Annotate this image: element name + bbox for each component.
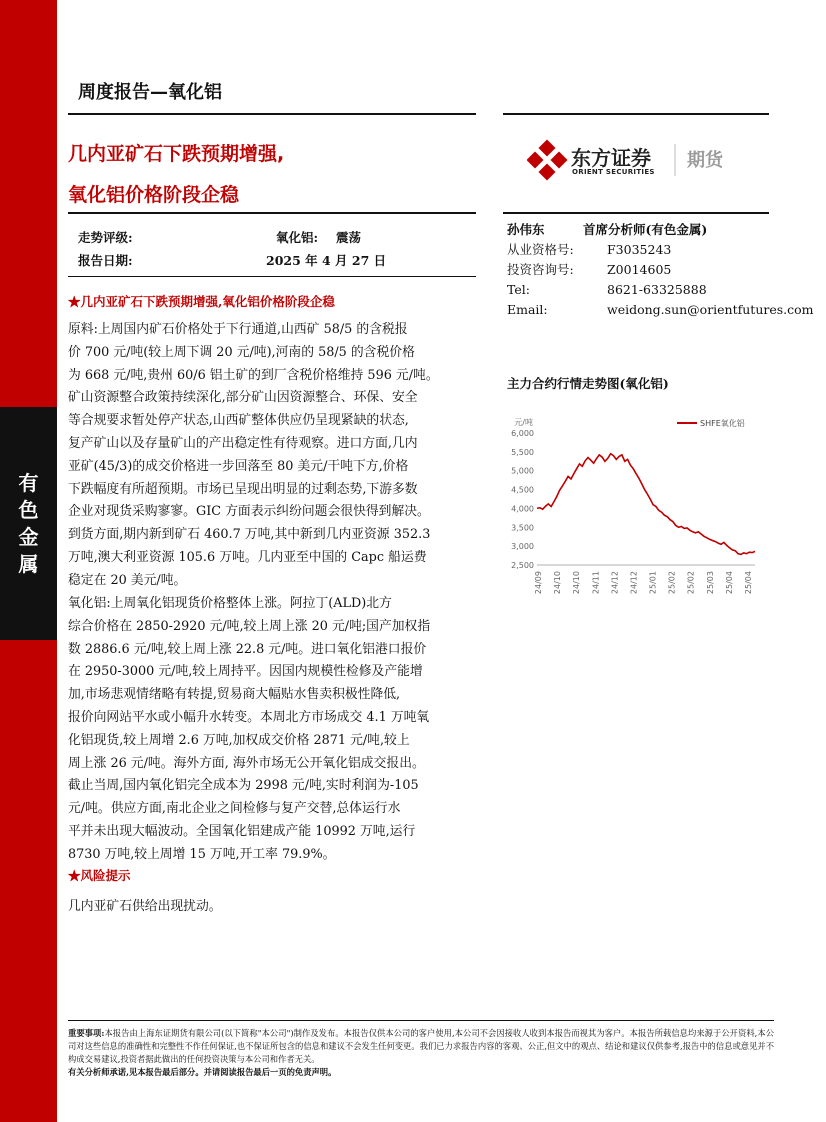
headline-line-1: 几内亚矿石下跌预期增强, [68, 143, 285, 165]
sidebar-category-label [0, 470, 57, 578]
chart-y-tick-label: 5,500 [511, 447, 534, 457]
rating-value: 震荡 [336, 230, 362, 245]
footer-rule [68, 1020, 774, 1021]
section-heading-main: ★几内亚矿石下跌预期增强,氧化铝价格阶段企稳 [68, 294, 335, 309]
sidebar-char: 色 [18, 498, 39, 522]
analyst-row-label: 从业资格号: [507, 242, 574, 257]
price-chart-svg [503, 405, 763, 605]
chart-title: 主力合约行情走势图(氧化铝) [507, 376, 669, 391]
text-line: 化铝现货,较上周增 2.6 万吨,加权成交价格 2871 元/吨,较上 [68, 732, 410, 748]
chart-x-tick-label: 24/09 [534, 571, 543, 595]
text-line: 数 2886.6 元/吨,较上周上涨 22.8 元/吨。进口氧化铝港口报价 [68, 641, 427, 657]
text-line: 企业对现货采购寥寥。GIC 方面表示纠纷问题会很快得到解决。 [68, 504, 430, 520]
meta-rule-left [68, 212, 476, 214]
price-chart [503, 405, 763, 605]
header-rule-right [503, 113, 769, 115]
chart-y-tick-label: 2,500 [511, 561, 534, 570]
section-heading-risk: ★风险提示 [68, 868, 131, 883]
analyst-row-label: Tel: [507, 282, 530, 297]
text-line: 报价向网站平水或小幅升水转变。本周北方市场成交 4.1 万吨氧 [68, 709, 430, 725]
chart-y-unit: 元/吨 [514, 418, 533, 427]
chart-y-tick-label: 4,500 [511, 485, 534, 495]
text-line: 平并未出现大幅波动。全国氧化铝建成产能 10992 万吨,运行 [68, 823, 416, 839]
text-line: 在 2950-3000 元/吨,较上周持平。因国内规模性检修及产能增 [68, 664, 423, 680]
text-line: 复产矿山以及存量矿山的产出稳定性有待观察。进口方面,几内 [68, 435, 418, 451]
risk-text: 几内亚矿石供给出现扰动。 [68, 899, 222, 914]
text-line: 等合规要求暂处停产状态,山西矿整体供应仍呈现紧缺的状态, [68, 413, 409, 429]
chart-y-tick-label: 4,000 [511, 504, 534, 514]
report-date-label: 报告日期: [78, 253, 133, 268]
rating-product: 氧化铝: [276, 230, 319, 245]
footer-important-label: 重要事项: [68, 1028, 105, 1038]
analyst-row-consult [507, 260, 672, 280]
chart-y-tick-label: 5,000 [511, 466, 534, 476]
footer-disclaimer [68, 1027, 774, 1079]
analyst-title: 首席分析师(有色金属) [583, 222, 708, 237]
header-rule-left [68, 113, 476, 115]
paragraph-alumina [68, 593, 470, 867]
text-line: 原料:上周国内矿石价格处于下行通道,山西矿 58/5 的含税报 [68, 322, 408, 337]
chart-legend-label: SHFE氧化铝 [700, 419, 745, 428]
sidebar-char: 金 [18, 525, 39, 549]
chart-series-line [537, 454, 755, 555]
brand-name-cn: 东方证券 [571, 146, 651, 170]
analyst-row-cert [507, 240, 672, 260]
text-line: 价 700 元/吨(较上周下调 20 元/吨),河南的 58/5 的含税价格 [68, 344, 415, 360]
text-line: 为 668 元/吨,贵州 60/6 铝土矿的到厂含税价格维持 596 元/吨。 [68, 367, 439, 383]
text-line: 下跌幅度有所超预期。市场已呈现出明显的过剩态势,下游多数 [68, 481, 418, 497]
brand-name-en: ORIENT SECURITIES [572, 168, 655, 176]
text-line: 稳定在 20 美元/吨。 [68, 572, 187, 588]
text-line: 矿山资源整合政策持续深化,部分矿山因资源整合、环保、安全 [68, 390, 418, 406]
text-line: 综合价格在 2850-2920 元/吨,较上周上涨 20 元/吨;国产加权指 [68, 618, 431, 634]
sidebar-char: 有 [18, 471, 39, 495]
chart-x-tick-label: 24/12 [610, 571, 620, 595]
report-date-value: 2025 年 4 月 27 日 [266, 253, 387, 268]
chart-x-tick-label: 24/10 [572, 571, 582, 595]
text-line: 亚矿(45/3)的成交价格进一步回落至 80 美元/干吨下方,价格 [68, 458, 409, 474]
footer-important-text: 本报告由上海东证期货有限公司(以下简称"本公司")制作及发布。本报告仅供本公司的客户使用,本公司不会因接收人收到本报告而视其为客户。本报告所载信息均来源于公开资料,本公司对这些信息的准确性和完整性不作任何保证,也不保证所包含的信息和建议不会发生任何变更。我们已力求报告内容的客观、公正,但文中的观点、结论和建议仅供参考,报告中的信息或意见并不构成交易建议,投资者据此做出的任何投资决策与本公司和作者无关。 [68, 1028, 774, 1064]
chart-x-tick-label: 25/02 [686, 571, 696, 595]
sidebar-char: 属 [18, 552, 39, 576]
chart-x-tick-label: 25/01 [648, 571, 658, 595]
chart-x-tick-label: 24/12 [629, 571, 639, 595]
chart-x-tick-label: 24/11 [591, 571, 601, 595]
analyst-row-email[interactable] [507, 300, 814, 320]
footer-analyst-note: 有关分析师承诺,见本报告最后部分。并请阅读报告最后一页的免责声明。 [68, 1067, 337, 1077]
analyst-row-label: Email: [507, 302, 548, 317]
text-line: 元/吨。供应方面,南北企业之间检修与复产交替,总体运行水 [68, 801, 401, 817]
analyst-name: 孙伟东 [507, 222, 545, 237]
chart-x-tick-label: 25/02 [667, 571, 677, 595]
chart-y-tick-label: 3,000 [511, 542, 534, 552]
chart-x-tick-label: 25/03 [705, 571, 715, 595]
text-line: 8730 万吨,较上周增 15 万吨,开工率 79.9%。 [68, 846, 336, 862]
brand-logo [527, 138, 737, 182]
analyst-row-label: 投资咨询号: [507, 262, 574, 277]
analyst-email-link[interactable]: weidong.sun@orientfutures.com [607, 302, 814, 317]
analyst-row-tel [507, 280, 707, 300]
analyst-row-value: Z0014605 [607, 262, 672, 277]
brand-division: 期货 [687, 150, 723, 171]
text-line: 万吨,澳大利亚资源 105.6 万吨。几内亚至中国的 Capc 船运费 [68, 549, 427, 565]
paragraph-raw-material [68, 319, 470, 593]
meta-bottom-rule [68, 276, 476, 277]
chart-x-tick-label: 25/04 [724, 571, 734, 595]
headline-line-2: 氧化铝价格阶段企稳 [68, 184, 240, 206]
chart-y-tick-label: 6,000 [511, 429, 534, 438]
text-line: 加,市场悲观情绪略有转提,贸易商大幅贴水售卖积极性降低, [68, 687, 401, 703]
chart-y-tick-label: 3,500 [511, 523, 534, 533]
chart-x-tick-label: 25/04 [744, 571, 753, 595]
text-line: 氧化铝:上周氧化铝现货价格整体上涨。阿拉丁(ALD)北方 [68, 596, 392, 611]
text-line: 截止当周,国内氧化铝完全成本为 2998 元/吨,实时利润为-105 [68, 778, 419, 794]
report-type: 周度报告—氧化铝 [78, 82, 222, 103]
chart-x-tick-label: 24/10 [553, 571, 563, 595]
text-line: 周上涨 26 元/吨。海外方面, 海外市场无公开氧化铝成交报出。 [68, 755, 425, 771]
analyst-row-value: 8621-63325888 [607, 282, 707, 297]
analyst-row-value: F3035243 [607, 242, 672, 257]
meta-rule-right [503, 212, 769, 214]
rating-label: 走势评级: [78, 230, 133, 245]
text-line: 到货方面,期内新到矿石 460.7 万吨,其中新到几内亚资源 352.3 [68, 527, 431, 543]
